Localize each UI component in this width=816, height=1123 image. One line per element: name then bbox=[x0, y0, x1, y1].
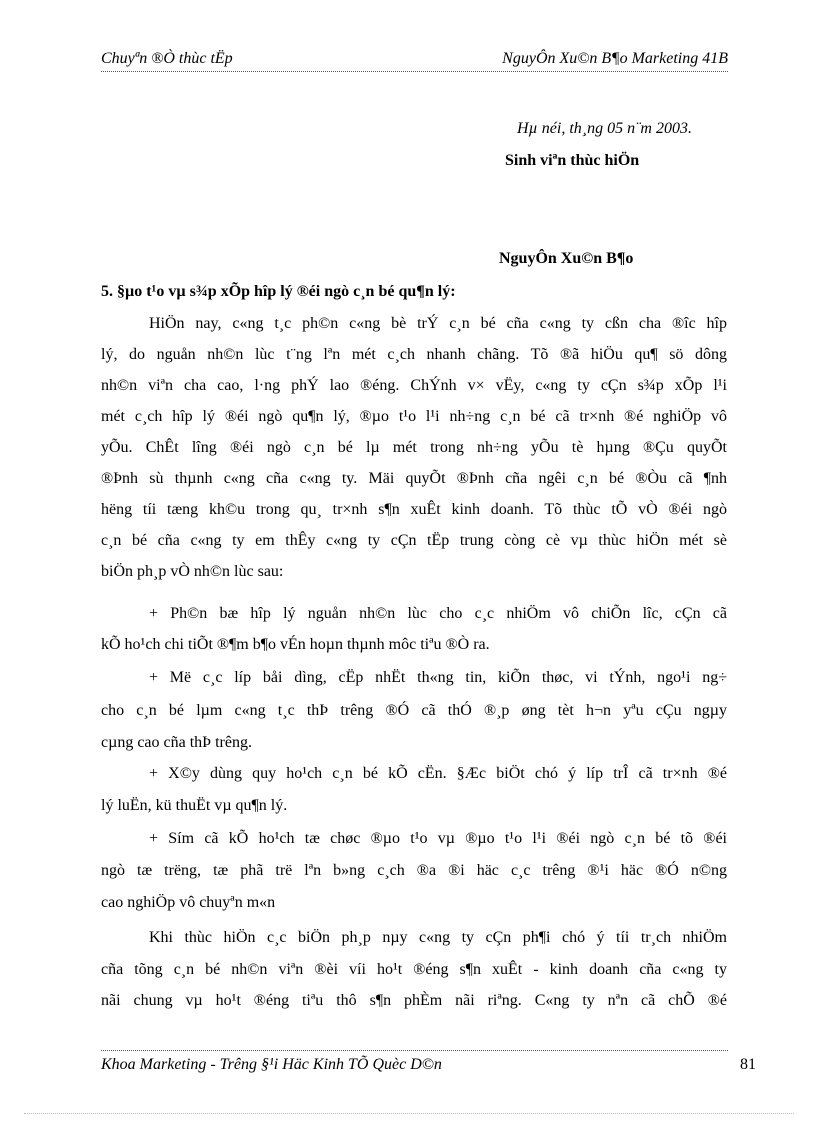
header-right: NguyÔn Xu©n B¶o Marketing 41B bbox=[502, 50, 728, 67]
body-line: biÖn ph¸p vÒ nh©n lùc sau: bbox=[101, 563, 284, 580]
body-line: lý, do nguån nh©n lùc t¨ng lªn mét c¸ch nhanh chãng. Tõ ®ã hiÖu qu¶ sö dông bbox=[101, 346, 727, 363]
body-line: + Ph©n bæ hîp lý nguån nh©n lùc cho c¸c nhiÖm vô chiÕn lîc, cÇn cã bbox=[149, 605, 727, 622]
signature-date: Hµ néi, th¸ng 05 n¨m 2003. bbox=[517, 120, 692, 137]
body-line: ngò tæ trëng, tæ phã trë lªn b»ng c¸ch ®a ®i häc c¸c trêng ®¹i häc ®Ó n©ng bbox=[101, 862, 727, 879]
body-line: hëng tíi tæng kh©u trong qu¸ tr×nh s¶n xuÊt kinh doanh. Tõ thùc tÕ vÒ ®éi ngò bbox=[101, 501, 727, 518]
body-line: cho c¸n bé lµm c«ng t¸c thÞ trêng ®Ó cã thÓ ®¸p øng tèt h¬n yªu cÇu ngµy bbox=[101, 702, 727, 719]
body-line: lý luËn, kü thuËt vµ qu¶n lý. bbox=[101, 797, 288, 814]
footer-rule bbox=[101, 1050, 728, 1051]
body-line: kÕ ho¹ch chi tiÕt ®¶m b¶o vÉn hoµn thµnh môc tiªu ®Ò ra. bbox=[101, 636, 490, 653]
body-line: cµng cao cña thÞ trêng. bbox=[101, 734, 252, 751]
body-line: + Më c¸c líp båi dìng, cËp nhËt th«ng tin, kiÕn thøc, vi tÝnh, ngo¹i ng÷ bbox=[149, 669, 727, 686]
body-line: yÕu. ChÊt lîng ®éi ngò c¸n bé lµ mét trong nh÷ng yÕu tè hµng ®Çu quyÕt bbox=[101, 439, 727, 456]
signature-name: NguyÔn Xu©n B¶o bbox=[499, 250, 634, 267]
body-line: HiÖn nay, c«ng t¸c ph©n c«ng bè trÝ c¸n bé cña c«ng ty cßn cha ®îc hîp bbox=[149, 315, 727, 332]
body-line: cña tõng c¸n bé nh©n viªn ®èi víi ho¹t ®éng s¶n xuÊt - kinh doanh cña c«ng ty bbox=[101, 961, 727, 978]
body-line: + X©y dùng quy ho¹ch c¸n bé kÕ cËn. §Æc biÖt chó ý líp trÎ cã tr×nh ®é bbox=[149, 765, 727, 782]
header-rule bbox=[101, 71, 728, 72]
section-heading: 5. §µo t¹o vµ s¾p xÕp hîp lý ®éi ngò c¸n bé qu¶n lý: bbox=[101, 283, 456, 300]
body-line: cao nghiÖp vô chuyªn m«n bbox=[101, 894, 276, 911]
body-line: + Sím cã kÕ ho¹ch tæ chøc ®µo t¹o vµ ®µo t¹o l¹i ®éi ngò c¸n bé tõ ®éi bbox=[149, 830, 727, 847]
page-number: 81 bbox=[740, 1056, 756, 1073]
body-line: nãi chung vµ ho¹t ®éng tiªu thô s¶n phÈm nãi riªng. C«ng ty nªn cã chÕ ®é bbox=[101, 992, 727, 1009]
page-footer: Khoa Marketing - Trêng §¹i Häc Kinh TÕ Quèc D©n bbox=[101, 1056, 442, 1073]
header-left: Chuyªn ®Ò thùc tËp bbox=[101, 50, 233, 67]
body-line: mét c¸ch hîp lý ®éi ngò qu¶n lý, ®µo t¹o l¹i nh÷ng c¸n bé cã tr×nh ®é nghiÖp vô bbox=[101, 408, 727, 425]
body-line: Khi thùc hiÖn c¸c biÖn ph¸p nµy c«ng ty cÇn ph¶i chó ý tíi tr¸ch nhiÖm bbox=[149, 929, 727, 946]
body-line: nh©n viªn cha cao, l·ng phÝ lao ®éng. ChÝnh v× vËy, c«ng ty cÇn s¾p xÕp l¹i bbox=[101, 377, 727, 394]
body-line: c¸n bé cña c«ng ty em thÊy c«ng ty cÇn tËp trung còng cè vµ thùc hiÖn mét sè bbox=[101, 532, 727, 549]
body-line: ®Þnh sù thµnh c«ng cña c«ng ty. Mäi quyÕt ®Þnh cña ngêi c¸n bé ®Òu cã ¶nh bbox=[101, 470, 727, 487]
signature-title: Sinh viªn thùc hiÖn bbox=[505, 152, 640, 169]
page-header bbox=[101, 50, 728, 70]
page-edge-line bbox=[24, 1113, 794, 1114]
